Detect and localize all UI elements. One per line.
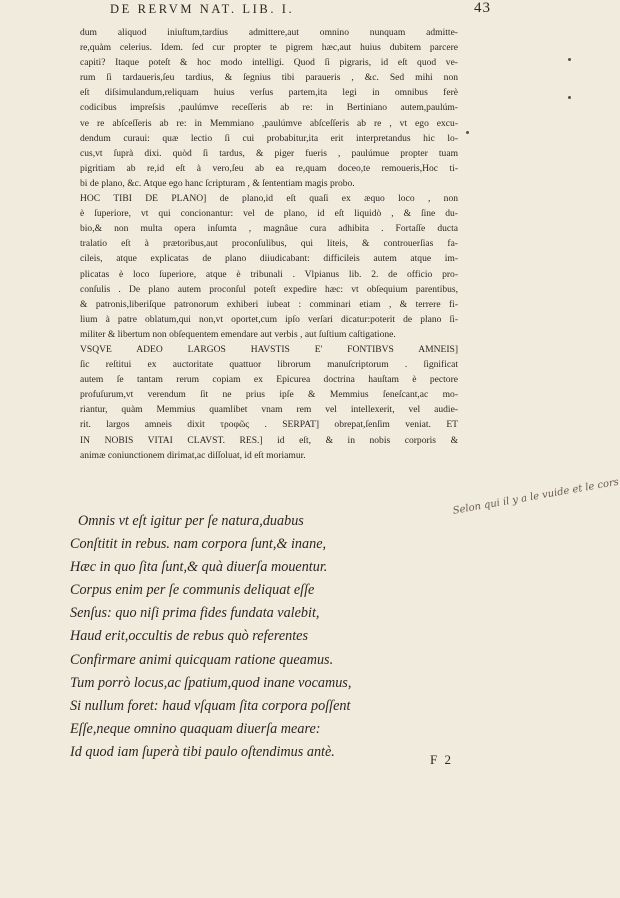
commentary-line: cus,vt ſuprà dixi. quòd ſi tardus, & piger fueris , paulúmue propter tuam (80, 147, 458, 159)
commentary-line: capiti? Itaque poteſt & hoc modo intelligi. Quod ſi pigraris, id eſt quod ve- (80, 57, 458, 69)
verse-line: Si nullum foret: haud vſquam ſita corpora poſſent (70, 697, 351, 714)
verse-line: Confirmare animi quicquam ratione queamus. (70, 651, 334, 668)
margin-dot (466, 131, 469, 134)
page-number: 43 (474, 0, 491, 16)
commentary-line: riantur, quàm Memmius quamlibet vnam rem vel intellexerit, vel audie- (80, 404, 458, 416)
commentary-line: eſt diſsimulandum,reliquam huius verſus partem,ita legi in omnibus ferè (80, 87, 458, 99)
commentary-line: VSQVE ADEO LARGOS HAVSTIS E' FONTIBVS AMNEIS] (80, 343, 458, 355)
commentary-line: bi de plano, &c. Atque ego hanc ſcripturam , & ſententiam magis probo. (80, 177, 355, 189)
verse-line: Conſtitit in rebus. nam corpora ſunt,& inane, (70, 536, 327, 553)
margin-dot (568, 58, 571, 61)
commentary-line: & patronis,liberiſque patronorum exhiberi iubeat : comminari etiam , & terrere fi- (80, 298, 458, 310)
commentary-line: codicibus impreſsis ,paulúmve receſſeris ab re: in Bertiniano autem,paulúm- (80, 102, 458, 114)
commentary-line: conſulis . De plano autem proconſul poteſt expedire hæc: vt obſequium parentibus, (80, 283, 458, 295)
commentary-line: militer & libertum non obſequentem emendare aut verbis , aut ſuſtium caſtigatione. (80, 328, 396, 340)
commentary-line: rum ſi tardaueris,ſeu tardius, & ſegnius tibi paraueris , &c. Sed mihi non (80, 72, 458, 84)
commentary-line: animæ coniunctionem dirimat,ac diſſoluat, id eſt moriamur. (80, 449, 306, 461)
commentary-line: pigritiam ab re,id eſt à vero,ſeu ab ea re,quam doceo,te remoueris,Hoc ti- (80, 162, 458, 174)
verse-block (70, 510, 400, 764)
margin-dot (568, 96, 571, 99)
commentary-line: plicatas è loco ſuperiore, atque è tribunali . Vlpianus lib. 2. de officio pro- (80, 268, 458, 280)
commentary-line: autem ſe tantam rerum copiam ex Epicurea doctrina hauſtam è pectore (80, 374, 458, 386)
commentary-line: IN NOBIS VITAI CLAVST. RES.] id eſt, & in nobis corporis & (80, 434, 458, 446)
commentary-line: cileis, atque explicatas de plano diiudicabant: difficileis autem atque im- (80, 253, 458, 265)
verse-line: Hæc in quo ſita ſunt,& quà diuerſa mouentur. (70, 559, 328, 576)
commentary-line: ve re abſceſſeris ab re: in Memmiano ,paulúmve abſceſſeris ab re , vt ego excu- (80, 117, 458, 129)
verse-line: Haud erit,occultis de rebus quò referentes (70, 628, 308, 645)
commentary-line: profuſurum,vt verendum ſit ne prius ipſe & Memmius ſeneſcant,ac mo- (80, 389, 458, 401)
commentary-line: rit. largos amneis dixit τροφῶς . SERPAT] obrepat,ſenſim veniat. ET (80, 419, 458, 431)
verse-line: Senſus: quo niſi prima fides fundata valebit, (70, 605, 320, 622)
verse-line: Corpus enim per ſe communis deliquat eſſe (70, 582, 315, 599)
commentary-line: bio,& non multa opera inſumta , magnâue cura adhibita . Fortaſſe ducta (80, 223, 458, 235)
handwritten-marginal-note: Selon qui il y a le vuide et le cors (452, 476, 620, 517)
verse-line: Id quod iam ſuperà tibi paulo oſtendimus antè. (70, 743, 335, 760)
commentary-line: dendum curaui: quæ lectio ſi cui probabitur,ita erit interpretandus hic lo- (80, 132, 458, 144)
commentary-line: tralatio eſt à prætoribus,aut proconſulibus, qui liteis, & controuerſias fa- (80, 238, 458, 250)
commentary-line: dum aliquod iniuſtum,tardius admittere,aut omnino nunquam admitte- (80, 27, 458, 38)
running-head: DE RERVM NAT. LIB. I. (110, 2, 295, 16)
verse-line: Eſſe,neque omnino quaquam diuerſa meare: (70, 720, 321, 737)
signature-mark: F 2 (430, 752, 453, 767)
verse-line: Tum porrò locus,ac ſpatium,quod inane vocamus, (70, 674, 352, 691)
commentary-line: HOC TIBI DE PLANO] de plano,id eſt quaſi ex æquo loco , non (80, 193, 458, 205)
commentary-block (80, 25, 458, 463)
commentary-line: lium à patre oblatum,qui non,vt oportet,cum ipſo verſari dicatur:poterit de plano ſi- (80, 313, 458, 325)
commentary-line: ſic reſtitui ex auctoritate quattuor librorum manuſcriptorum . ſignificat (80, 359, 458, 371)
commentary-line: re,quàm celerius. Idem. ſed cur propter te pigrem hæc,aut huius dubitem parcere (80, 42, 458, 54)
verse-line: Omnis vt eſt igitur per ſe natura,duabus (78, 513, 304, 529)
commentary-line: è ſuperiore, vt qui concionantur: vel de plano, id eſt liquidò , & ſine du- (80, 208, 458, 220)
